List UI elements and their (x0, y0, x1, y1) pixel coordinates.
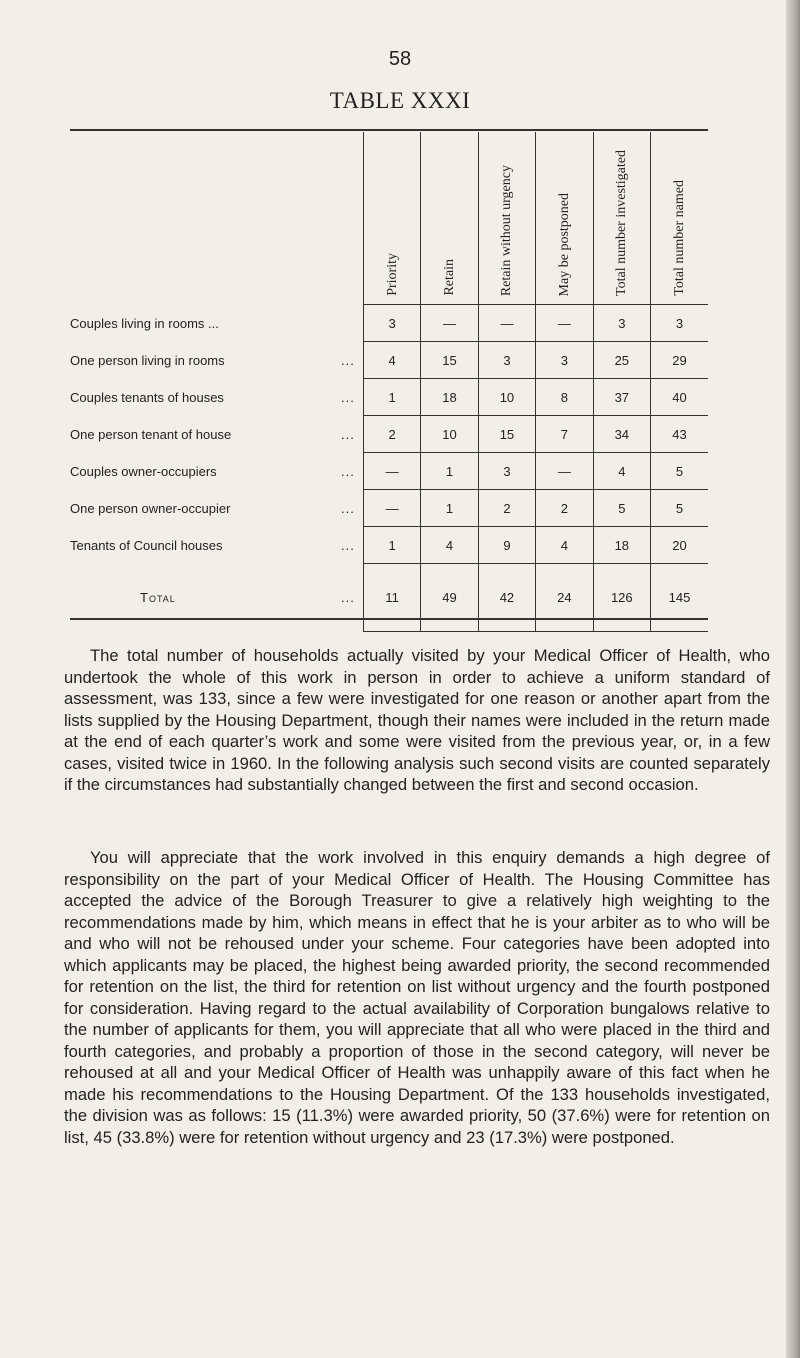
table-cell: 5 (651, 453, 708, 490)
table-cell: 4 (421, 527, 478, 564)
column-header (651, 132, 708, 305)
table-top-rule (70, 129, 708, 131)
table-cell: 20 (651, 527, 708, 564)
column-header-label: Priority (384, 253, 400, 296)
table-cell: 10 (478, 379, 535, 416)
table-cell: 3 (478, 453, 535, 490)
column-header (421, 132, 478, 305)
table-cell: 3 (478, 342, 535, 379)
column-header-label: May be postponed (556, 192, 572, 296)
total-row (70, 564, 708, 632)
table-cell: — (536, 305, 593, 342)
column-header-label: Retain without urgency (499, 164, 515, 296)
page-edge-shadow (786, 0, 800, 1358)
table-cell: — (536, 453, 593, 490)
table-cell: 3 (536, 342, 593, 379)
column-header (363, 132, 420, 305)
table-cell: 5 (593, 490, 650, 527)
row-label: Couples tenants of houses ... (70, 389, 355, 405)
table-cell: 43 (651, 416, 708, 453)
table-row (70, 342, 708, 379)
table-cell: 2 (478, 490, 535, 527)
row-label: One person tenant of house ... (70, 426, 355, 442)
column-header (536, 132, 593, 305)
table-cell: 4 (593, 453, 650, 490)
table-cell: 34 (593, 416, 650, 453)
table-cell: 40 (651, 379, 708, 416)
table-cell: 10 (421, 416, 478, 453)
table-cell: 1 (421, 453, 478, 490)
table-cell: 4 (536, 527, 593, 564)
row-label: Tenants of Council houses ... (70, 537, 355, 553)
table-cell: 15 (421, 342, 478, 379)
table-cell: 15 (478, 416, 535, 453)
table-bottom-rule (70, 618, 708, 620)
column-header-label: Total number investigated (614, 150, 630, 296)
total-label: Total ... (140, 590, 355, 605)
total-cell: 49 (421, 564, 478, 632)
table-cell: — (478, 305, 535, 342)
table-header-row (70, 132, 708, 305)
table-cell: 8 (536, 379, 593, 416)
table-row (70, 379, 708, 416)
total-cell: 24 (536, 564, 593, 632)
table-cell: 2 (536, 490, 593, 527)
table-cell: 29 (651, 342, 708, 379)
table-cell: — (421, 305, 478, 342)
table-cell: 3 (651, 305, 708, 342)
column-header-label: Total number named (672, 180, 688, 296)
header-blank (70, 132, 363, 305)
total-cell: 11 (363, 564, 420, 632)
table-cell: 18 (421, 379, 478, 416)
table-row (70, 490, 708, 527)
table-cell: — (363, 453, 420, 490)
table-title: TABLE XXXI (329, 88, 471, 113)
table-cell: 3 (363, 305, 420, 342)
table-cell: 4 (363, 342, 420, 379)
paragraph-categories: You will appreciate that the work involved in this enquiry demands a high degree of responsibility on the part of your Medical Officer of Health. The Housing Committee has accepted the advice of the Borough Treasurer to give a relatively high weighting to the recommendations made by him, which means in effect that he is your arbiter as to who will be and who will not be rehoused under your scheme. Four categories have been adopted into which applicants may be placed, the highest being awarded priority, the second recommended for retention on the list, the third for retention on list without urgency and the fourth postponed for consideration. Having regard to the actual availability of Corporation bungalows relative to the number of applicants for them, you will appreciate that all who were placed in the third and fourth categories, and probably a proportion of those in the second category, will never be rehoused at all and your Medical Officer of Health was unhappily aware of this fact when he made his recommendations to the Housing Department. Of the 133 households investigated, the division was as follows: 15 (11.3%) were awarded priority, 50 (37.6%) were for retention on list, 45 (33.8%) were for retention without urgency and 23 (17.3%) were postponed. (64, 848, 770, 1147)
table-cell: 25 (593, 342, 650, 379)
table-row (70, 305, 708, 342)
housing-table (70, 132, 708, 632)
table-row (70, 527, 708, 564)
table-cell: 7 (536, 416, 593, 453)
column-header-label: Retain (442, 259, 457, 296)
table-cell: 3 (593, 305, 650, 342)
column-header (478, 132, 535, 305)
row-label: One person living in rooms ... (70, 352, 355, 368)
column-header (593, 132, 650, 305)
row-label: Couples living in rooms ... (70, 315, 219, 331)
table-cell: — (363, 490, 420, 527)
table-cell: 9 (478, 527, 535, 564)
table-cell: 1 (421, 490, 478, 527)
total-cell: 145 (651, 564, 708, 632)
page-number: 58 (388, 48, 412, 70)
table-row (70, 416, 708, 453)
total-cell: 126 (593, 564, 650, 632)
row-label: One person owner-occupier ... (70, 500, 355, 516)
table-cell: 1 (363, 527, 420, 564)
table-cell: 37 (593, 379, 650, 416)
table-row (70, 453, 708, 490)
table-cell: 1 (363, 379, 420, 416)
table-cell: 2 (363, 416, 420, 453)
table-cell: 5 (651, 490, 708, 527)
paragraph-households-visited: The total number of households actually visited by your Medical Officer of Health, who undertook the whole of this work in person in order to achieve a uniform standard of assessment, was 133, since a few were investigated for one reason or another apart from the lists supplied by the Housing Department, though their names were included in the return made at the end of each quarter’s work and some were visited from the previous year, or, in a few cases, visited twice in 1960. In the following analysis such second visits are counted separately if the circumstances had substantially changed between the first and second occasion. (64, 646, 770, 794)
row-label: Couples owner-occupiers ... (70, 463, 355, 479)
table-cell: 18 (593, 527, 650, 564)
total-cell: 42 (478, 564, 535, 632)
